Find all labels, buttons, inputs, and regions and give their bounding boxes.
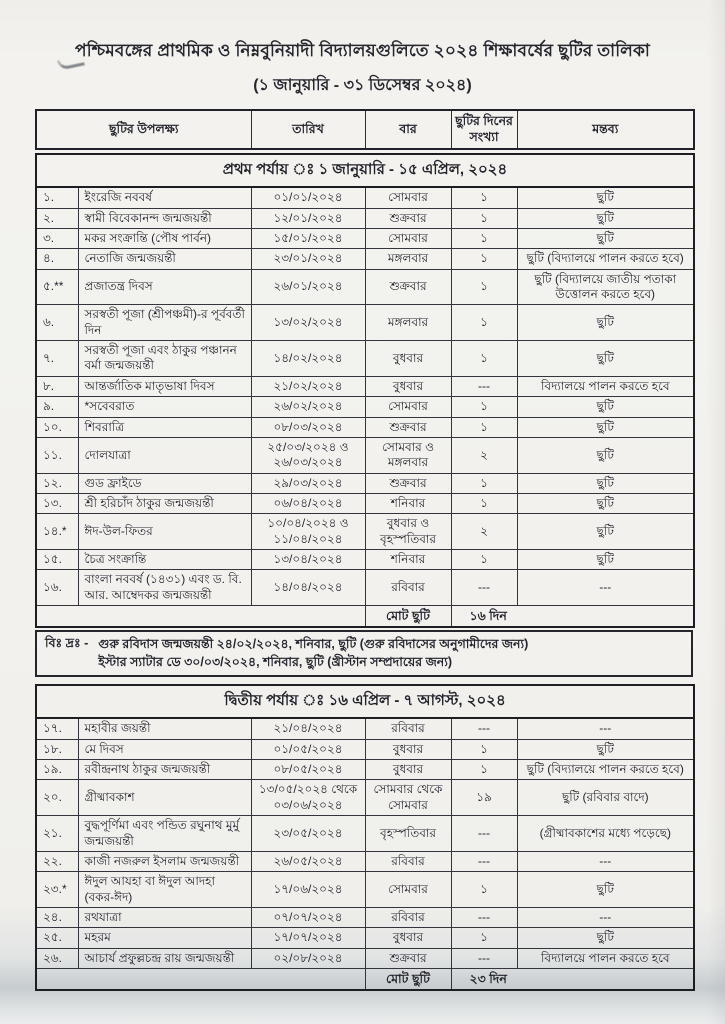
occasion-cell: মহাবীর জয়ন্তী [78,718,251,739]
day-cell: শুক্রবার [365,208,451,228]
holiday-table-area [35,109,693,991]
remark-cell: ছুটি (বিদ্যালয়ে পালন করতে হবে) [517,760,694,780]
remark-cell: (গ্রীষ্মাবকাশের মধ্যে পড়েছে) [517,816,694,852]
date-cell: ০৬/০৪/২০২৪ [251,494,365,514]
holiday-row [36,570,694,606]
occasion-cell: শিবরাত্রি [78,417,251,437]
day-cell: বুধবার [365,376,451,396]
holiday-row [36,249,694,269]
date-cell: ১৪/০৪/২০২৪ [251,570,365,606]
total-label: মোট ছুটি [365,969,451,991]
remark-cell: ছুটি [517,494,694,514]
holiday-row [36,187,694,208]
remark-cell: --- [517,570,694,606]
day-cell: সোমবার [365,872,451,908]
occasion-cell: সরস্বতী পূজা এবং ঠাকুর পঞ্চানন বর্মা জন্মজয়ন্তী [78,341,251,377]
remark-cell: বিদ্যালয়ে পালন করতে হবে [517,948,694,968]
remark-cell: ছুটি [517,397,694,417]
serial-cell: ১৩. [36,494,78,514]
count-cell: ১ [451,228,517,248]
remark-cell: ছুটি [517,473,694,493]
count-cell: ১ [451,269,517,305]
count-cell: ১ [451,550,517,570]
serial-cell: ১৭. [36,718,78,739]
serial-cell: ৬. [36,305,78,341]
holiday-row [36,948,694,968]
count-cell: ১ [451,417,517,437]
day-cell: বুধবার [365,760,451,780]
holiday-row [36,851,694,871]
occasion-cell: দোলযাত্রা [78,437,251,473]
remark-cell: ছুটি (বিদ্যালয়ে পালন করতে হবে) [517,249,694,269]
date-cell: ২৩/০১/২০২৪ [251,249,365,269]
total-label: মোট ছুটি [365,606,451,628]
count-cell: ১ [451,760,517,780]
table-header-row [35,109,695,150]
remark-cell: ছুটি [517,437,694,473]
occasion-cell: প্রজাতন্ত্র দিবস [78,269,251,305]
day-cell: শনিবার [365,494,451,514]
date-cell: ২৬/০৫/২০২৪ [251,851,365,871]
second-phase-table [35,684,695,991]
date-cell: ২৬/০২/২০২৪ [251,397,365,417]
date-cell: ০৮/০৩/২০২৪ [251,417,365,437]
remark-cell: ছুটি [517,928,694,948]
date-cell: ২৬/০১/২০২৪ [251,269,365,305]
header-remark: মন্তব্য [517,110,694,149]
serial-cell: ১৮. [36,739,78,759]
day-cell: শনিবার [365,550,451,570]
date-cell: ২৫/০৩/২০২৪ ও ২৬/০৩/২০২৪ [251,437,365,473]
holiday-row [36,208,694,228]
count-cell: ১৯ [451,780,517,816]
serial-cell: ৮. [36,376,78,396]
count-cell: ১ [451,397,517,417]
count-cell: --- [451,718,517,739]
serial-cell: ২৬. [36,948,78,968]
count-cell: --- [451,816,517,852]
count-cell: ২ [451,514,517,550]
serial-cell: ২১. [36,816,78,852]
day-cell: শুক্রবার [365,269,451,305]
holiday-row [36,760,694,780]
occasion-cell: মহরম [78,928,251,948]
first-phase-total-row [36,606,694,628]
remark-cell: --- [517,718,694,739]
count-cell: ১ [451,928,517,948]
date-cell: ১৩/০২/২০২৪ [251,305,365,341]
date-cell: ২৩/০৫/২০২৪ [251,816,365,852]
holiday-row [36,269,694,305]
remark-cell: ছুটি [517,228,694,248]
occasion-cell: সরস্বতী পূজা (শ্রীপঞ্চমী)-র পূর্ববর্তী দিন [78,305,251,341]
count-cell: --- [451,570,517,606]
total-row-spacer [36,606,365,628]
serial-cell: ১১. [36,437,78,473]
holiday-row [36,376,694,396]
count-cell: ১ [451,872,517,908]
day-cell: সোমবার থেকে সোমবার [365,780,451,816]
count-cell: ১ [451,494,517,514]
holiday-row [36,550,694,570]
serial-cell: ২৫. [36,928,78,948]
date-cell: ০১/০১/২০২৪ [251,187,365,208]
occasion-cell: শ্রী হরিচাঁদ ঠাকুর জন্মজয়ন্তী [78,494,251,514]
date-cell: ১৩/০৫/২০২৪ থেকে ০৩/০৬/২০২৪ [251,780,365,816]
remark-cell: --- [517,908,694,928]
occasion-cell: রথযাত্রা [78,908,251,928]
occasion-cell: ইংরেজি নববর্ষ [78,187,251,208]
holiday-row [36,816,694,852]
date-cell: ০২/০৮/২০২৪ [251,948,365,968]
count-cell: ১ [451,208,517,228]
holiday-row [36,305,694,341]
remark-cell: ছুটি (রবিবার বাদে) [517,780,694,816]
remark-cell: ছুটি [517,872,694,908]
remark-cell: ছুটি [517,550,694,570]
day-cell: বৃহস্পতিবার [365,816,451,852]
occasion-cell: নেতাজি জন্মজয়ন্তী [78,249,251,269]
first-phase-table [35,153,695,628]
note-lines [98,635,528,671]
occasion-cell: গুড ফ্রাইডে [78,473,251,493]
date-cell: ০৮/০৫/২০২৪ [251,760,365,780]
note-line-1: গুরু রবিদাস জন্মজয়ন্তী ২৪/০২/২০২৪, শনিবার, ছুটি (গুরু রবিদাসের অনুগামীদের জন্য) [98,637,529,652]
holiday-row [36,928,694,948]
holiday-row [36,514,694,550]
occasion-cell: রবীন্দ্রনাথ ঠাকুর জন্মজয়ন্তী [78,760,251,780]
serial-cell: ২২. [36,851,78,871]
date-cell: ২৯/০৩/২০২৪ [251,473,365,493]
serial-cell: ৯. [36,397,78,417]
day-cell: সোমবার ও মঙ্গলবার [365,437,451,473]
occasion-cell: *সবেবরাত [78,397,251,417]
count-cell: --- [451,908,517,928]
remark-cell: ছুটি (বিদ্যালয়ে জাতীয় পতাকা উত্তোলন করতে হবে) [517,269,694,305]
holiday-row [36,739,694,759]
day-cell: শুক্রবার [365,417,451,437]
note-label: বিঃ দ্রঃ - [45,636,89,651]
day-cell: রবিবার [365,570,451,606]
holiday-row [36,872,694,908]
day-cell: বুধবার ও বৃহস্পতিবার [365,514,451,550]
remark-cell: বিদ্যালয়ে পালন করতে হবে [517,376,694,396]
day-cell: রবিবার [365,851,451,871]
serial-cell: ১০. [36,417,78,437]
day-cell: বুধবার [365,739,451,759]
date-cell: ১২/০১/২০২৪ [251,208,365,228]
holiday-row [36,494,694,514]
occasion-cell: কাজী নজরুল ইসলাম জন্মজয়ন্তী [78,851,251,871]
serial-cell: ১৪.* [36,514,78,550]
date-cell: ১০/০৪/২০২৪ ও ১১/০৪/২০২৪ [251,514,365,550]
date-cell: ১৪/০২/২০২৪ [251,341,365,377]
count-cell: --- [451,948,517,968]
day-cell: মঙ্গলবার [365,305,451,341]
total-row-spacer [36,969,365,991]
holiday-row [36,397,694,417]
date-cell: ২১/০২/২০২৪ [251,376,365,396]
serial-cell: ২০. [36,780,78,816]
date-cell: ২১/০৪/২০২৪ [251,718,365,739]
serial-cell: ১২. [36,473,78,493]
holiday-row [36,228,694,248]
date-cell: ১৫/০১/২০২৪ [251,228,365,248]
day-cell: সোমবার [365,187,451,208]
day-cell: রবিবার [365,908,451,928]
remark-cell: ছুটি [517,341,694,377]
holiday-row [36,417,694,437]
second-phase-total-row [36,969,694,991]
count-cell: ১ [451,473,517,493]
day-cell: সোমবার [365,228,451,248]
serial-cell: ৭. [36,341,78,377]
document-title: পশ্চিমবঙ্গের প্রাথমিক ও নিম্নবুনিয়াদী বিদ্যালয়গুলিতে ২০২৪ শিক্ষাবর্ষের ছুটির তালিকা [74,41,651,60]
remark-cell: ছুটি [517,208,694,228]
serial-cell: ১৯. [36,760,78,780]
day-cell: সোমবার [365,397,451,417]
first-phase-title: প্রথম পর্যায় ঃ ১ জানুয়ারি - ১৫ এপ্রিল, ২০২৪ [36,154,694,187]
serial-cell: ১. [36,187,78,208]
holiday-row [36,718,694,739]
holiday-row [36,780,694,816]
second-phase-title: দ্বিতীয় পর্যায় ঃ ১৬ এপ্রিল - ৭ আগস্ট, ২০২৪ [36,685,694,718]
remark-cell: ছুটি [517,417,694,437]
holiday-row [36,908,694,928]
serial-cell: ৩. [36,228,78,248]
day-cell: শুক্রবার [365,473,451,493]
count-cell: ১ [451,305,517,341]
occasion-cell: মকর সংক্রান্তি (পৌষ পার্বন) [78,228,251,248]
document-date-range: (১ জানুয়ারি - ৩১ ডিসেম্বর ২০২৪) [253,77,472,94]
occasion-cell: ঈদ-উল-ফিতর [78,514,251,550]
occasion-cell: আন্তর্জাতিক মাতৃভাষা দিবস [78,376,251,396]
day-cell: মঙ্গলবার [365,249,451,269]
document-title-block [0,0,725,99]
date-cell: ০১/০৫/২০২৪ [251,739,365,759]
header-occasion: ছুটির উপলক্ষ্য [36,110,251,149]
serial-cell: ১৬. [36,570,78,606]
second-phase-total-days: ২৩ দিন [451,969,694,991]
date-cell: ০৭/০৭/২০২৪ [251,908,365,928]
count-cell: ১ [451,739,517,759]
serial-cell: ৫.** [36,269,78,305]
day-cell: রবিবার [365,718,451,739]
day-cell: শুক্রবার [365,948,451,968]
remark-cell: ছুটি [517,187,694,208]
remark-cell: ছুটি [517,739,694,759]
remark-cell: ছুটি [517,514,694,550]
count-cell: ২ [451,437,517,473]
occasion-cell: বাংলা নববর্ষ (১৪৩১) এবং ড. বি. আর. আম্বেদকর জন্মজয়ন্তী [78,570,251,606]
day-cell: বুধবার [365,928,451,948]
header-day: বার [365,110,451,149]
holiday-row [36,341,694,377]
date-cell: ১৭/০৭/২০২৪ [251,928,365,948]
occasion-cell: গ্রীষ্মাবকাশ [78,780,251,816]
serial-cell: ২৩.* [36,872,78,908]
date-cell: ১৭/০৬/২০২৪ [251,872,365,908]
occasion-cell: আচার্য প্রফুল্লচন্দ্র রায় জন্মজয়ন্তী [78,948,251,968]
count-cell: --- [451,376,517,396]
day-cell: বুধবার [365,341,451,377]
holiday-row [36,437,694,473]
serial-cell: ২৪. [36,908,78,928]
header-holiday-count: ছুটির দিনের সংখ্যা [451,110,517,149]
count-cell: ১ [451,249,517,269]
note-box [35,630,693,677]
holiday-row [36,473,694,493]
count-cell: ১ [451,341,517,377]
serial-cell: ২. [36,208,78,228]
occasion-cell: চৈত্র সংক্রান্তি [78,550,251,570]
remark-cell: --- [517,851,694,871]
first-phase-total-days: ১৬ দিন [451,606,694,628]
count-cell: ১ [451,187,517,208]
count-cell: --- [451,851,517,871]
occasion-cell: বুদ্ধপূর্ণিমা এবং পন্ডিত রঘুনাথ মুর্মু জন্মজয়ন্তী [78,816,251,852]
occasion-cell: মে দিবস [78,739,251,759]
serial-cell: ১৫. [36,550,78,570]
note-line-2: ইস্টার স্যাটার ডে ৩০/০৩/২০২৪, শনিবার, ছুটি (খ্রীস্টান সম্প্রদায়ের জন্য) [98,655,453,670]
header-date: তারিখ [251,110,365,149]
occasion-cell: স্বামী বিবেকানন্দ জন্মজয়ন্তী [78,208,251,228]
serial-cell: ৪. [36,249,78,269]
remark-cell: ছুটি [517,305,694,341]
date-cell: ১৩/০৪/২০২৪ [251,550,365,570]
occasion-cell: ঈদুল আযহা বা ঈদুল আদহা (বকর-ঈদ) [78,872,251,908]
